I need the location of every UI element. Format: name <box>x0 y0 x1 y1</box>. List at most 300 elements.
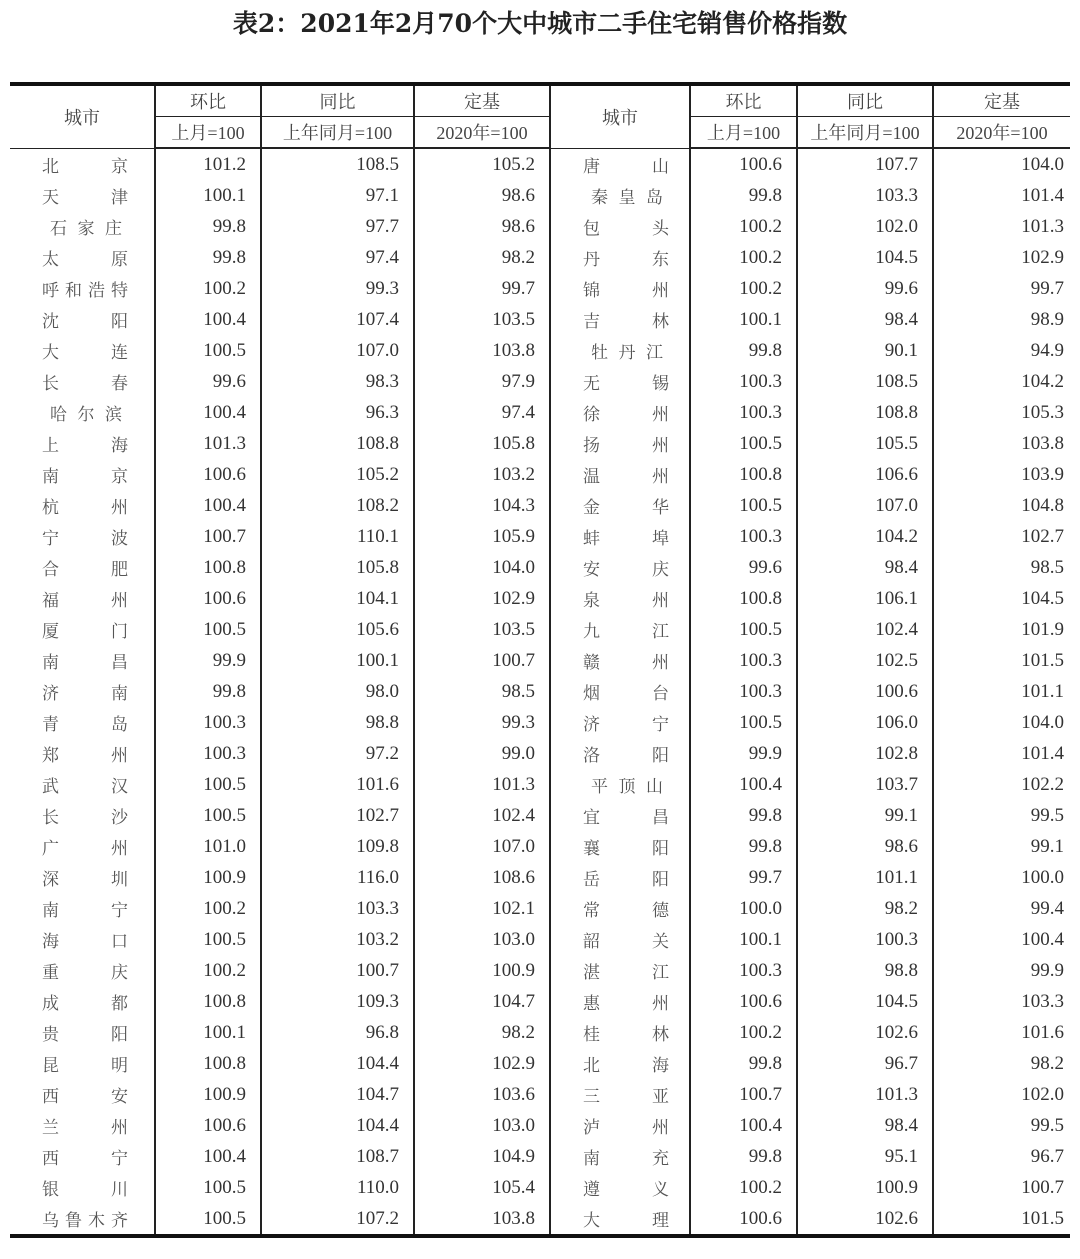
yoy-right-cell: 106.6 <box>797 459 933 490</box>
fixed-left-cell: 99.0 <box>414 738 550 769</box>
city-name: 平顶山 <box>591 777 663 797</box>
yoy-right-cell: 98.6 <box>797 831 933 862</box>
fixed-left-cell: 98.2 <box>414 242 550 273</box>
city-name: 厦门 <box>42 622 128 642</box>
yoy-right-cell: 106.0 <box>797 707 933 738</box>
table-row <box>10 552 1070 583</box>
mom-left-cell: 99.6 <box>155 366 261 397</box>
mom-left-cell: 101.0 <box>155 831 261 862</box>
fixed-right-cell: 103.9 <box>933 459 1070 490</box>
yoy-right-cell: 98.4 <box>797 552 933 583</box>
city-left-cell <box>10 924 155 955</box>
yoy-left-cell: 104.4 <box>261 1048 414 1079</box>
fixed-left-cell: 104.0 <box>414 552 550 583</box>
mom-left-cell: 100.1 <box>155 180 261 211</box>
yoy-right-cell: 102.6 <box>797 1203 933 1236</box>
table-row <box>10 1017 1070 1048</box>
header-city-right: 城市 <box>550 84 690 148</box>
fixed-left-cell: 98.5 <box>414 676 550 707</box>
city-name: 呼和浩特 <box>42 281 128 301</box>
city-left-cell <box>10 1110 155 1141</box>
city-right-cell <box>550 707 690 738</box>
yoy-right-cell: 103.7 <box>797 769 933 800</box>
fixed-left-cell: 100.7 <box>414 645 550 676</box>
yoy-right-cell: 100.9 <box>797 1172 933 1203</box>
yoy-left-cell: 100.7 <box>261 955 414 986</box>
city-name: 大理 <box>583 1211 669 1231</box>
yoy-right-cell: 104.5 <box>797 986 933 1017</box>
mom-left-cell: 100.5 <box>155 614 261 645</box>
yoy-right-cell: 106.1 <box>797 583 933 614</box>
table-row <box>10 614 1070 645</box>
mom-left-cell: 100.2 <box>155 955 261 986</box>
fixed-right-cell: 101.5 <box>933 1203 1070 1236</box>
city-name: 湛江 <box>583 963 669 983</box>
mom-left-cell: 100.8 <box>155 986 261 1017</box>
fixed-left-cell: 105.4 <box>414 1172 550 1203</box>
city-name: 温州 <box>583 467 669 487</box>
table-row <box>10 862 1070 893</box>
header-yoy-left: 同比 <box>261 84 414 117</box>
yoy-right-cell: 98.4 <box>797 304 933 335</box>
mom-left-cell: 100.3 <box>155 738 261 769</box>
city-name: 桂林 <box>583 1025 669 1045</box>
yoy-right-cell: 99.6 <box>797 273 933 304</box>
city-name: 上海 <box>42 436 128 456</box>
yoy-left-cell: 116.0 <box>261 862 414 893</box>
mom-left-cell: 100.5 <box>155 335 261 366</box>
city-right-cell <box>550 304 690 335</box>
fixed-left-cell: 102.9 <box>414 1048 550 1079</box>
header-yoy-base-right: 上年同月=100 <box>797 117 933 149</box>
fixed-left-cell: 103.2 <box>414 459 550 490</box>
fixed-right-cell: 101.6 <box>933 1017 1070 1048</box>
city-left-cell <box>10 273 155 304</box>
city-name: 福州 <box>42 591 128 611</box>
table-row <box>10 148 1070 180</box>
header-yoy-base-left: 上年同月=100 <box>261 117 414 149</box>
city-left-cell <box>10 614 155 645</box>
city-name: 金华 <box>583 498 669 518</box>
yoy-left-cell: 97.1 <box>261 180 414 211</box>
city-right-cell <box>550 955 690 986</box>
city-right-cell <box>550 180 690 211</box>
city-right-cell <box>550 1141 690 1172</box>
city-right-cell <box>550 148 690 180</box>
fixed-right-cell: 101.4 <box>933 180 1070 211</box>
mom-right-cell: 100.5 <box>690 707 797 738</box>
table-row <box>10 521 1070 552</box>
yoy-right-cell: 101.1 <box>797 862 933 893</box>
yoy-right-cell: 103.3 <box>797 180 933 211</box>
city-name: 银川 <box>42 1180 128 1200</box>
city-name: 青岛 <box>42 715 128 735</box>
yoy-left-cell: 104.4 <box>261 1110 414 1141</box>
fixed-right-cell: 104.5 <box>933 583 1070 614</box>
header-fixed-right: 定基 <box>933 84 1070 117</box>
yoy-left-cell: 105.8 <box>261 552 414 583</box>
city-name: 贵阳 <box>42 1025 128 1045</box>
mom-right-cell: 100.4 <box>690 1110 797 1141</box>
yoy-right-cell: 102.8 <box>797 738 933 769</box>
fixed-left-cell: 103.0 <box>414 924 550 955</box>
yoy-right-cell: 102.0 <box>797 211 933 242</box>
mom-right-cell: 100.3 <box>690 366 797 397</box>
city-name: 郑州 <box>42 746 128 766</box>
mom-left-cell: 99.8 <box>155 676 261 707</box>
header-fixed-left: 定基 <box>414 84 550 117</box>
city-name: 海口 <box>42 932 128 952</box>
city-left-cell <box>10 397 155 428</box>
header-fixed-base-left: 2020年=100 <box>414 117 550 149</box>
city-right-cell <box>550 428 690 459</box>
mom-left-cell: 100.5 <box>155 800 261 831</box>
city-name: 泸州 <box>583 1118 669 1138</box>
fixed-right-cell: 102.0 <box>933 1079 1070 1110</box>
fixed-left-cell: 103.8 <box>414 335 550 366</box>
mom-left-cell: 100.6 <box>155 459 261 490</box>
city-name: 锦州 <box>583 281 669 301</box>
yoy-right-cell: 107.0 <box>797 490 933 521</box>
mom-left-cell: 100.5 <box>155 769 261 800</box>
fixed-left-cell: 98.6 <box>414 180 550 211</box>
table-row <box>10 428 1070 459</box>
mom-left-cell: 100.4 <box>155 490 261 521</box>
fixed-left-cell: 100.9 <box>414 955 550 986</box>
fixed-right-cell: 101.9 <box>933 614 1070 645</box>
table-row <box>10 738 1070 769</box>
table-row <box>10 800 1070 831</box>
city-name: 长春 <box>42 374 128 394</box>
table-row <box>10 490 1070 521</box>
mom-right-cell: 100.0 <box>690 893 797 924</box>
table-row <box>10 366 1070 397</box>
fixed-right-cell: 101.4 <box>933 738 1070 769</box>
city-name: 天津 <box>42 188 128 208</box>
table-row <box>10 242 1070 273</box>
city-name: 济宁 <box>583 715 669 735</box>
city-right-cell <box>550 490 690 521</box>
city-name: 赣州 <box>583 653 669 673</box>
city-left-cell <box>10 676 155 707</box>
table-title: 表2：2021年2月70个大中城市二手住宅销售价格指数 <box>232 9 848 38</box>
mom-right-cell: 99.8 <box>690 831 797 862</box>
city-name: 石家庄 <box>50 219 122 239</box>
city-name: 三亚 <box>583 1087 669 1107</box>
city-right-cell <box>550 1048 690 1079</box>
yoy-right-cell: 102.5 <box>797 645 933 676</box>
city-left-cell <box>10 1048 155 1079</box>
mom-right-cell: 99.6 <box>690 552 797 583</box>
yoy-right-cell: 104.5 <box>797 242 933 273</box>
price-index-table <box>10 82 1070 1238</box>
city-left-cell <box>10 769 155 800</box>
yoy-right-cell: 108.8 <box>797 397 933 428</box>
yoy-right-cell: 90.1 <box>797 335 933 366</box>
mom-right-cell: 100.2 <box>690 211 797 242</box>
mom-left-cell: 100.7 <box>155 521 261 552</box>
table-row <box>10 397 1070 428</box>
city-name: 洛阳 <box>583 746 669 766</box>
fixed-left-cell: 107.0 <box>414 831 550 862</box>
city-name: 武汉 <box>42 777 128 797</box>
city-name: 烟台 <box>583 684 669 704</box>
yoy-left-cell: 102.7 <box>261 800 414 831</box>
yoy-left-cell: 97.2 <box>261 738 414 769</box>
yoy-left-cell: 98.3 <box>261 366 414 397</box>
fixed-left-cell: 99.3 <box>414 707 550 738</box>
mom-left-cell: 100.2 <box>155 893 261 924</box>
mom-right-cell: 100.6 <box>690 1203 797 1236</box>
city-right-cell <box>550 986 690 1017</box>
table-row <box>10 583 1070 614</box>
yoy-left-cell: 107.0 <box>261 335 414 366</box>
mom-right-cell: 99.9 <box>690 738 797 769</box>
yoy-left-cell: 105.2 <box>261 459 414 490</box>
city-left-cell <box>10 304 155 335</box>
fixed-left-cell: 105.9 <box>414 521 550 552</box>
city-left-cell <box>10 862 155 893</box>
city-name: 宁波 <box>42 529 128 549</box>
fixed-left-cell: 102.4 <box>414 800 550 831</box>
fixed-right-cell: 94.9 <box>933 335 1070 366</box>
city-right-cell <box>550 583 690 614</box>
fixed-right-cell: 103.3 <box>933 986 1070 1017</box>
fixed-right-cell: 98.9 <box>933 304 1070 335</box>
city-right-cell <box>550 273 690 304</box>
yoy-right-cell: 102.6 <box>797 1017 933 1048</box>
yoy-left-cell: 98.0 <box>261 676 414 707</box>
yoy-right-cell: 98.4 <box>797 1110 933 1141</box>
city-right-cell <box>550 211 690 242</box>
yoy-right-cell: 100.6 <box>797 676 933 707</box>
mom-right-cell: 100.6 <box>690 986 797 1017</box>
mom-left-cell: 100.4 <box>155 1141 261 1172</box>
mom-right-cell: 100.2 <box>690 273 797 304</box>
yoy-right-cell: 108.5 <box>797 366 933 397</box>
mom-left-cell: 99.8 <box>155 242 261 273</box>
yoy-left-cell: 96.8 <box>261 1017 414 1048</box>
header-fixed-base-right: 2020年=100 <box>933 117 1070 149</box>
mom-right-cell: 100.1 <box>690 304 797 335</box>
header-mom-left: 环比 <box>155 84 261 117</box>
fixed-right-cell: 99.5 <box>933 1110 1070 1141</box>
yoy-left-cell: 109.3 <box>261 986 414 1017</box>
mom-right-cell: 99.8 <box>690 180 797 211</box>
fixed-left-cell: 103.5 <box>414 304 550 335</box>
city-name: 襄阳 <box>583 839 669 859</box>
city-name: 昆明 <box>42 1056 128 1076</box>
city-name: 北海 <box>583 1056 669 1076</box>
city-right-cell <box>550 738 690 769</box>
city-left-cell <box>10 552 155 583</box>
fixed-right-cell: 99.7 <box>933 273 1070 304</box>
city-name: 南充 <box>583 1149 669 1169</box>
city-left-cell <box>10 428 155 459</box>
header-mom-right: 环比 <box>690 84 797 117</box>
fixed-right-cell: 104.2 <box>933 366 1070 397</box>
city-right-cell <box>550 242 690 273</box>
city-left-cell <box>10 707 155 738</box>
city-name: 蚌埠 <box>583 529 669 549</box>
city-left-cell <box>10 335 155 366</box>
yoy-right-cell: 104.2 <box>797 521 933 552</box>
city-right-cell <box>550 459 690 490</box>
mom-right-cell: 100.5 <box>690 428 797 459</box>
yoy-right-cell: 99.1 <box>797 800 933 831</box>
mom-right-cell: 99.7 <box>690 862 797 893</box>
mom-right-cell: 100.5 <box>690 614 797 645</box>
header-mom-base-right: 上月=100 <box>690 117 797 149</box>
fixed-right-cell: 96.7 <box>933 1141 1070 1172</box>
city-left-cell <box>10 1141 155 1172</box>
city-left-cell <box>10 1203 155 1236</box>
city-name: 成都 <box>42 994 128 1014</box>
city-left-cell <box>10 986 155 1017</box>
mom-right-cell: 100.7 <box>690 1079 797 1110</box>
header-mom-base-left: 上月=100 <box>155 117 261 149</box>
city-left-cell <box>10 459 155 490</box>
fixed-right-cell: 103.8 <box>933 428 1070 459</box>
city-name: 重庆 <box>42 963 128 983</box>
city-name: 济南 <box>42 684 128 704</box>
table-row <box>10 955 1070 986</box>
city-name: 常德 <box>583 901 669 921</box>
mom-left-cell: 100.8 <box>155 1048 261 1079</box>
mom-left-cell: 100.8 <box>155 552 261 583</box>
fixed-right-cell: 99.1 <box>933 831 1070 862</box>
mom-left-cell: 100.5 <box>155 924 261 955</box>
mom-right-cell: 99.8 <box>690 1048 797 1079</box>
city-left-cell <box>10 521 155 552</box>
yoy-left-cell: 110.1 <box>261 521 414 552</box>
mom-left-cell: 101.2 <box>155 148 261 180</box>
table-row <box>10 986 1070 1017</box>
city-left-cell <box>10 1017 155 1048</box>
header-row-base <box>10 117 1070 149</box>
table-row <box>10 676 1070 707</box>
city-right-cell <box>550 521 690 552</box>
yoy-left-cell: 107.4 <box>261 304 414 335</box>
fixed-right-cell: 104.0 <box>933 707 1070 738</box>
city-name: 北京 <box>42 156 128 177</box>
yoy-left-cell: 107.2 <box>261 1203 414 1236</box>
table-row <box>10 831 1070 862</box>
mom-right-cell: 99.8 <box>690 800 797 831</box>
city-name: 西安 <box>42 1087 128 1107</box>
mom-left-cell: 100.4 <box>155 304 261 335</box>
city-name: 唐山 <box>583 156 669 177</box>
table-row <box>10 1079 1070 1110</box>
fixed-left-cell: 108.6 <box>414 862 550 893</box>
fixed-right-cell: 105.3 <box>933 397 1070 428</box>
header-yoy-right: 同比 <box>797 84 933 117</box>
city-left-cell <box>10 955 155 986</box>
mom-right-cell: 99.8 <box>690 1141 797 1172</box>
mom-right-cell: 100.6 <box>690 148 797 180</box>
table-body <box>10 148 1070 1236</box>
city-right-cell <box>550 614 690 645</box>
city-name: 惠州 <box>583 994 669 1014</box>
city-left-cell <box>10 831 155 862</box>
fixed-left-cell: 104.7 <box>414 986 550 1017</box>
mom-right-cell: 100.8 <box>690 459 797 490</box>
yoy-left-cell: 103.3 <box>261 893 414 924</box>
city-right-cell <box>550 1079 690 1110</box>
yoy-left-cell: 104.7 <box>261 1079 414 1110</box>
fixed-right-cell: 100.0 <box>933 862 1070 893</box>
city-left-cell <box>10 180 155 211</box>
fixed-right-cell: 99.9 <box>933 955 1070 986</box>
fixed-left-cell: 103.0 <box>414 1110 550 1141</box>
yoy-left-cell: 104.1 <box>261 583 414 614</box>
city-right-cell <box>550 552 690 583</box>
city-left-cell <box>10 242 155 273</box>
city-name: 安庆 <box>583 560 669 580</box>
city-right-cell <box>550 1017 690 1048</box>
yoy-right-cell: 107.7 <box>797 148 933 180</box>
city-name: 兰州 <box>42 1118 128 1138</box>
city-name: 九江 <box>583 622 669 642</box>
fixed-right-cell: 101.5 <box>933 645 1070 676</box>
mom-right-cell: 99.8 <box>690 335 797 366</box>
fixed-left-cell: 104.3 <box>414 490 550 521</box>
fixed-left-cell: 102.9 <box>414 583 550 614</box>
yoy-left-cell: 108.8 <box>261 428 414 459</box>
fixed-left-cell: 103.8 <box>414 1203 550 1236</box>
city-left-cell <box>10 583 155 614</box>
fixed-right-cell: 98.5 <box>933 552 1070 583</box>
city-left-cell <box>10 366 155 397</box>
city-right-cell <box>550 800 690 831</box>
city-left-cell <box>10 800 155 831</box>
city-name: 徐州 <box>583 405 669 425</box>
city-name: 韶关 <box>583 932 669 952</box>
fixed-left-cell: 104.9 <box>414 1141 550 1172</box>
city-name: 长沙 <box>42 808 128 828</box>
fixed-right-cell: 99.5 <box>933 800 1070 831</box>
table-row <box>10 211 1070 242</box>
table-row <box>10 335 1070 366</box>
yoy-left-cell: 105.6 <box>261 614 414 645</box>
city-right-cell <box>550 1203 690 1236</box>
table-row <box>10 1048 1070 1079</box>
table-row <box>10 893 1070 924</box>
city-right-cell <box>550 676 690 707</box>
mom-left-cell: 100.4 <box>155 397 261 428</box>
mom-right-cell: 100.3 <box>690 397 797 428</box>
table-row <box>10 707 1070 738</box>
yoy-left-cell: 103.2 <box>261 924 414 955</box>
mom-right-cell: 100.8 <box>690 583 797 614</box>
table-row <box>10 1141 1070 1172</box>
city-name: 南昌 <box>42 653 128 673</box>
table-row <box>10 1110 1070 1141</box>
yoy-left-cell: 101.6 <box>261 769 414 800</box>
city-right-cell <box>550 924 690 955</box>
city-name: 包头 <box>583 219 669 239</box>
mom-left-cell: 100.6 <box>155 1110 261 1141</box>
city-left-cell <box>10 148 155 180</box>
fixed-left-cell: 101.3 <box>414 769 550 800</box>
mom-left-cell: 99.9 <box>155 645 261 676</box>
yoy-right-cell: 101.3 <box>797 1079 933 1110</box>
yoy-right-cell: 105.5 <box>797 428 933 459</box>
mom-left-cell: 100.2 <box>155 273 261 304</box>
city-left-cell <box>10 490 155 521</box>
city-left-cell <box>10 893 155 924</box>
table-row <box>10 645 1070 676</box>
